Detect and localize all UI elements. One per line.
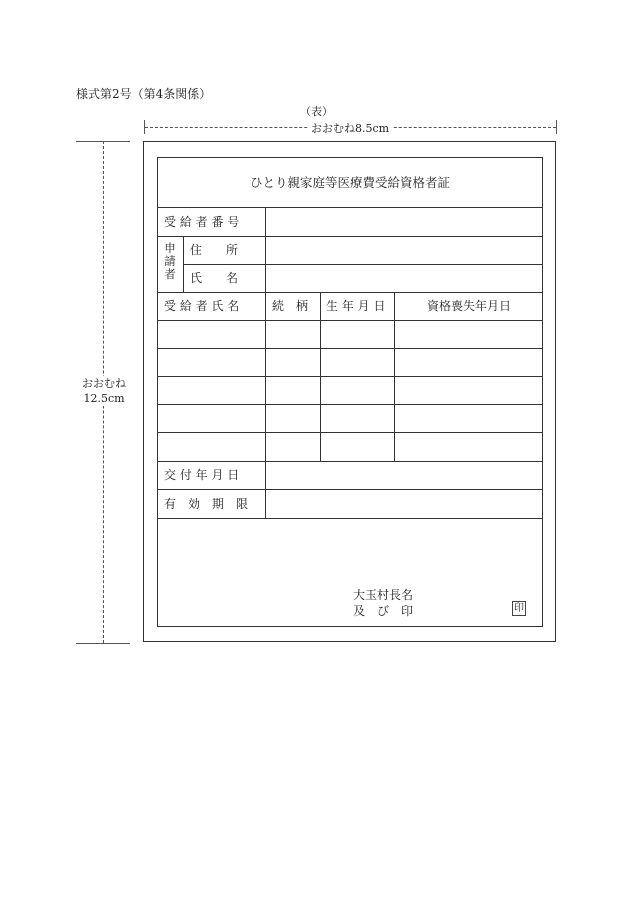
- width-dimension-tick-right: [556, 120, 557, 134]
- grid-line: [265, 207, 266, 518]
- card-title: ひとり親家庭等医療費受給資格者証: [249, 175, 450, 190]
- form-number-label: 様式第2号（第4条関係）: [76, 87, 212, 101]
- recipient-name-header: 受 給 者 氏 名: [164, 299, 240, 313]
- loss-date-header: 資格喪失年月日: [427, 299, 512, 313]
- grid-line: [157, 348, 543, 349]
- width-dimension-label: おおむね8.5cm: [308, 120, 392, 136]
- height-extension-bottom: [76, 643, 130, 644]
- name-label: 氏 名: [190, 271, 239, 285]
- birth-date-header: 生 年 月 日: [326, 299, 386, 313]
- height-label-line2: 12.5cm: [83, 392, 125, 405]
- applicant-group-label: 申請者: [164, 241, 176, 281]
- grid-line: [183, 236, 184, 292]
- grid-line: [157, 236, 543, 237]
- height-label-line1: おおむね: [82, 377, 126, 390]
- grid-line: [183, 264, 543, 265]
- grid-line: [157, 376, 543, 377]
- grid-line: [157, 207, 543, 208]
- grid-line: [157, 518, 543, 519]
- issuer-name-label: 大玉村長名: [353, 588, 414, 602]
- grid-line: [157, 489, 543, 490]
- width-dimension-tick-left: [144, 120, 145, 134]
- recipient-number-label: 受 給 者 番 号: [164, 215, 240, 229]
- height-dimension-label: [76, 376, 132, 406]
- relationship-header: 続 柄: [272, 299, 309, 313]
- grid-line: [157, 432, 543, 433]
- grid-line: [157, 404, 543, 405]
- grid-line: [320, 292, 321, 461]
- grid-line: [157, 320, 543, 321]
- front-side-label: （表）: [300, 105, 333, 118]
- grid-line: [394, 292, 395, 461]
- issue-date-label: 交 付 年 月 日: [164, 468, 240, 482]
- validity-period-label: 有 効 期 限: [164, 497, 249, 511]
- address-label: 住 所: [190, 243, 239, 257]
- grid-line: [157, 292, 543, 293]
- seal-stamp-box: 印: [514, 603, 524, 614]
- issuer-seal-label: 及 び 印: [353, 604, 414, 618]
- grid-line: [157, 461, 543, 462]
